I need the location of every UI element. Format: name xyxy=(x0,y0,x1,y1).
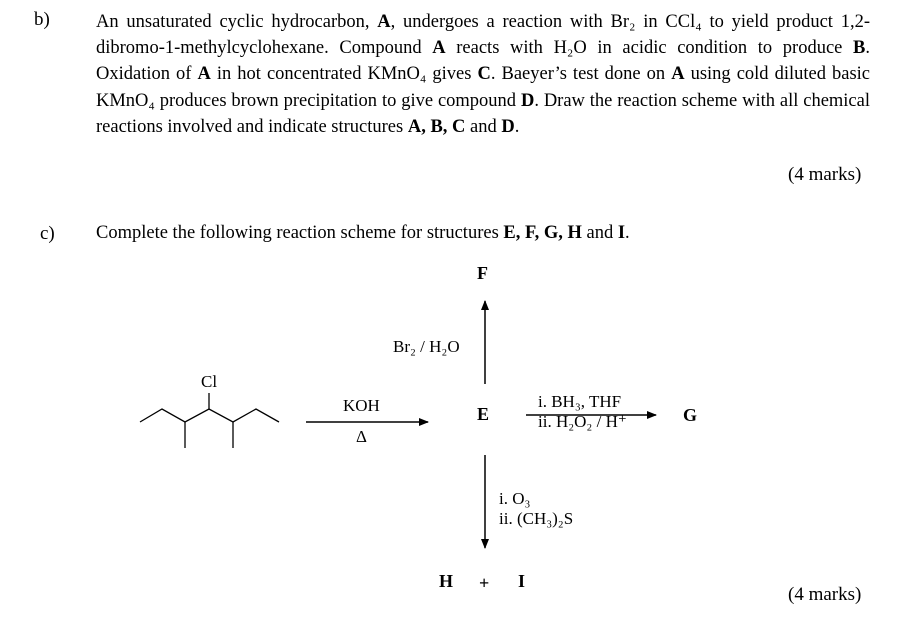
reagent-dms: ii. (CH₃)₂S xyxy=(499,509,574,528)
reagent-h2o2: ii. H₂O₂ / H⁺ xyxy=(538,412,627,431)
structure-i: I xyxy=(518,571,526,591)
part-b-marks: (4 marks) xyxy=(788,164,862,185)
b-compound-d: D xyxy=(501,116,515,137)
b-compound-d: D xyxy=(520,90,535,111)
reagent-koh: KOH xyxy=(343,396,380,415)
part-c-label: c) xyxy=(40,223,55,244)
b-text: in hot concentrated KMnO₄ gives xyxy=(210,64,478,85)
part-c-marks: (4 marks) xyxy=(788,584,862,605)
b-compound-c: C xyxy=(477,64,491,85)
c-text: Complete the following reaction scheme for structures xyxy=(96,223,504,243)
structure-g: G xyxy=(683,405,698,425)
chlorine-label: Cl xyxy=(201,372,218,391)
c-letters: E, F, G, H xyxy=(503,223,582,243)
b-compound-a: A xyxy=(197,64,211,85)
reagent-heat: Δ xyxy=(356,427,367,446)
c-text: . xyxy=(625,223,630,243)
b-text: using cold diluted basic KMnO₄ produces brown precipitation to give compound xyxy=(96,64,871,111)
b-compounds-abc: A, B, C xyxy=(407,116,466,137)
skeletal-structure xyxy=(140,409,279,422)
reagent-br2-h2o: Br₂ / H₂O xyxy=(393,337,460,356)
structure-h: H xyxy=(439,571,454,591)
b-compound-a: A xyxy=(671,64,685,85)
b-text: . Baeyer’s test done on xyxy=(490,64,672,85)
c-letter-i: I xyxy=(617,223,626,243)
b-text: . Oxidation of xyxy=(96,38,870,85)
b-text: , undergoes a reaction with Br₂ in CCl₄ to yield product 1,2-dibromo-1-methylcyclohexane. Compound xyxy=(96,12,870,59)
b-text: . Draw the reaction scheme with all chemical reactions involved and indicate structures xyxy=(96,90,870,137)
reagent-ozone: i. O₃ xyxy=(499,489,531,508)
b-text: . xyxy=(514,116,520,137)
b-text: and xyxy=(465,116,502,137)
structure-f: F xyxy=(477,263,488,283)
b-compound-a: A xyxy=(432,38,446,59)
part-b-label: b) xyxy=(34,9,50,30)
b-text: reacts with H₂O in acidic condition to produce xyxy=(445,38,854,59)
reagent-bh3-thf: i. BH₃, THF xyxy=(538,392,622,411)
b-text: An unsaturated cyclic hydrocarbon, xyxy=(96,12,378,32)
c-text: and xyxy=(581,223,618,243)
b-compound-a: A xyxy=(377,12,391,32)
b-compound-b: B xyxy=(853,38,866,59)
plus-sign: + xyxy=(479,573,490,593)
structure-e: E xyxy=(477,404,490,424)
